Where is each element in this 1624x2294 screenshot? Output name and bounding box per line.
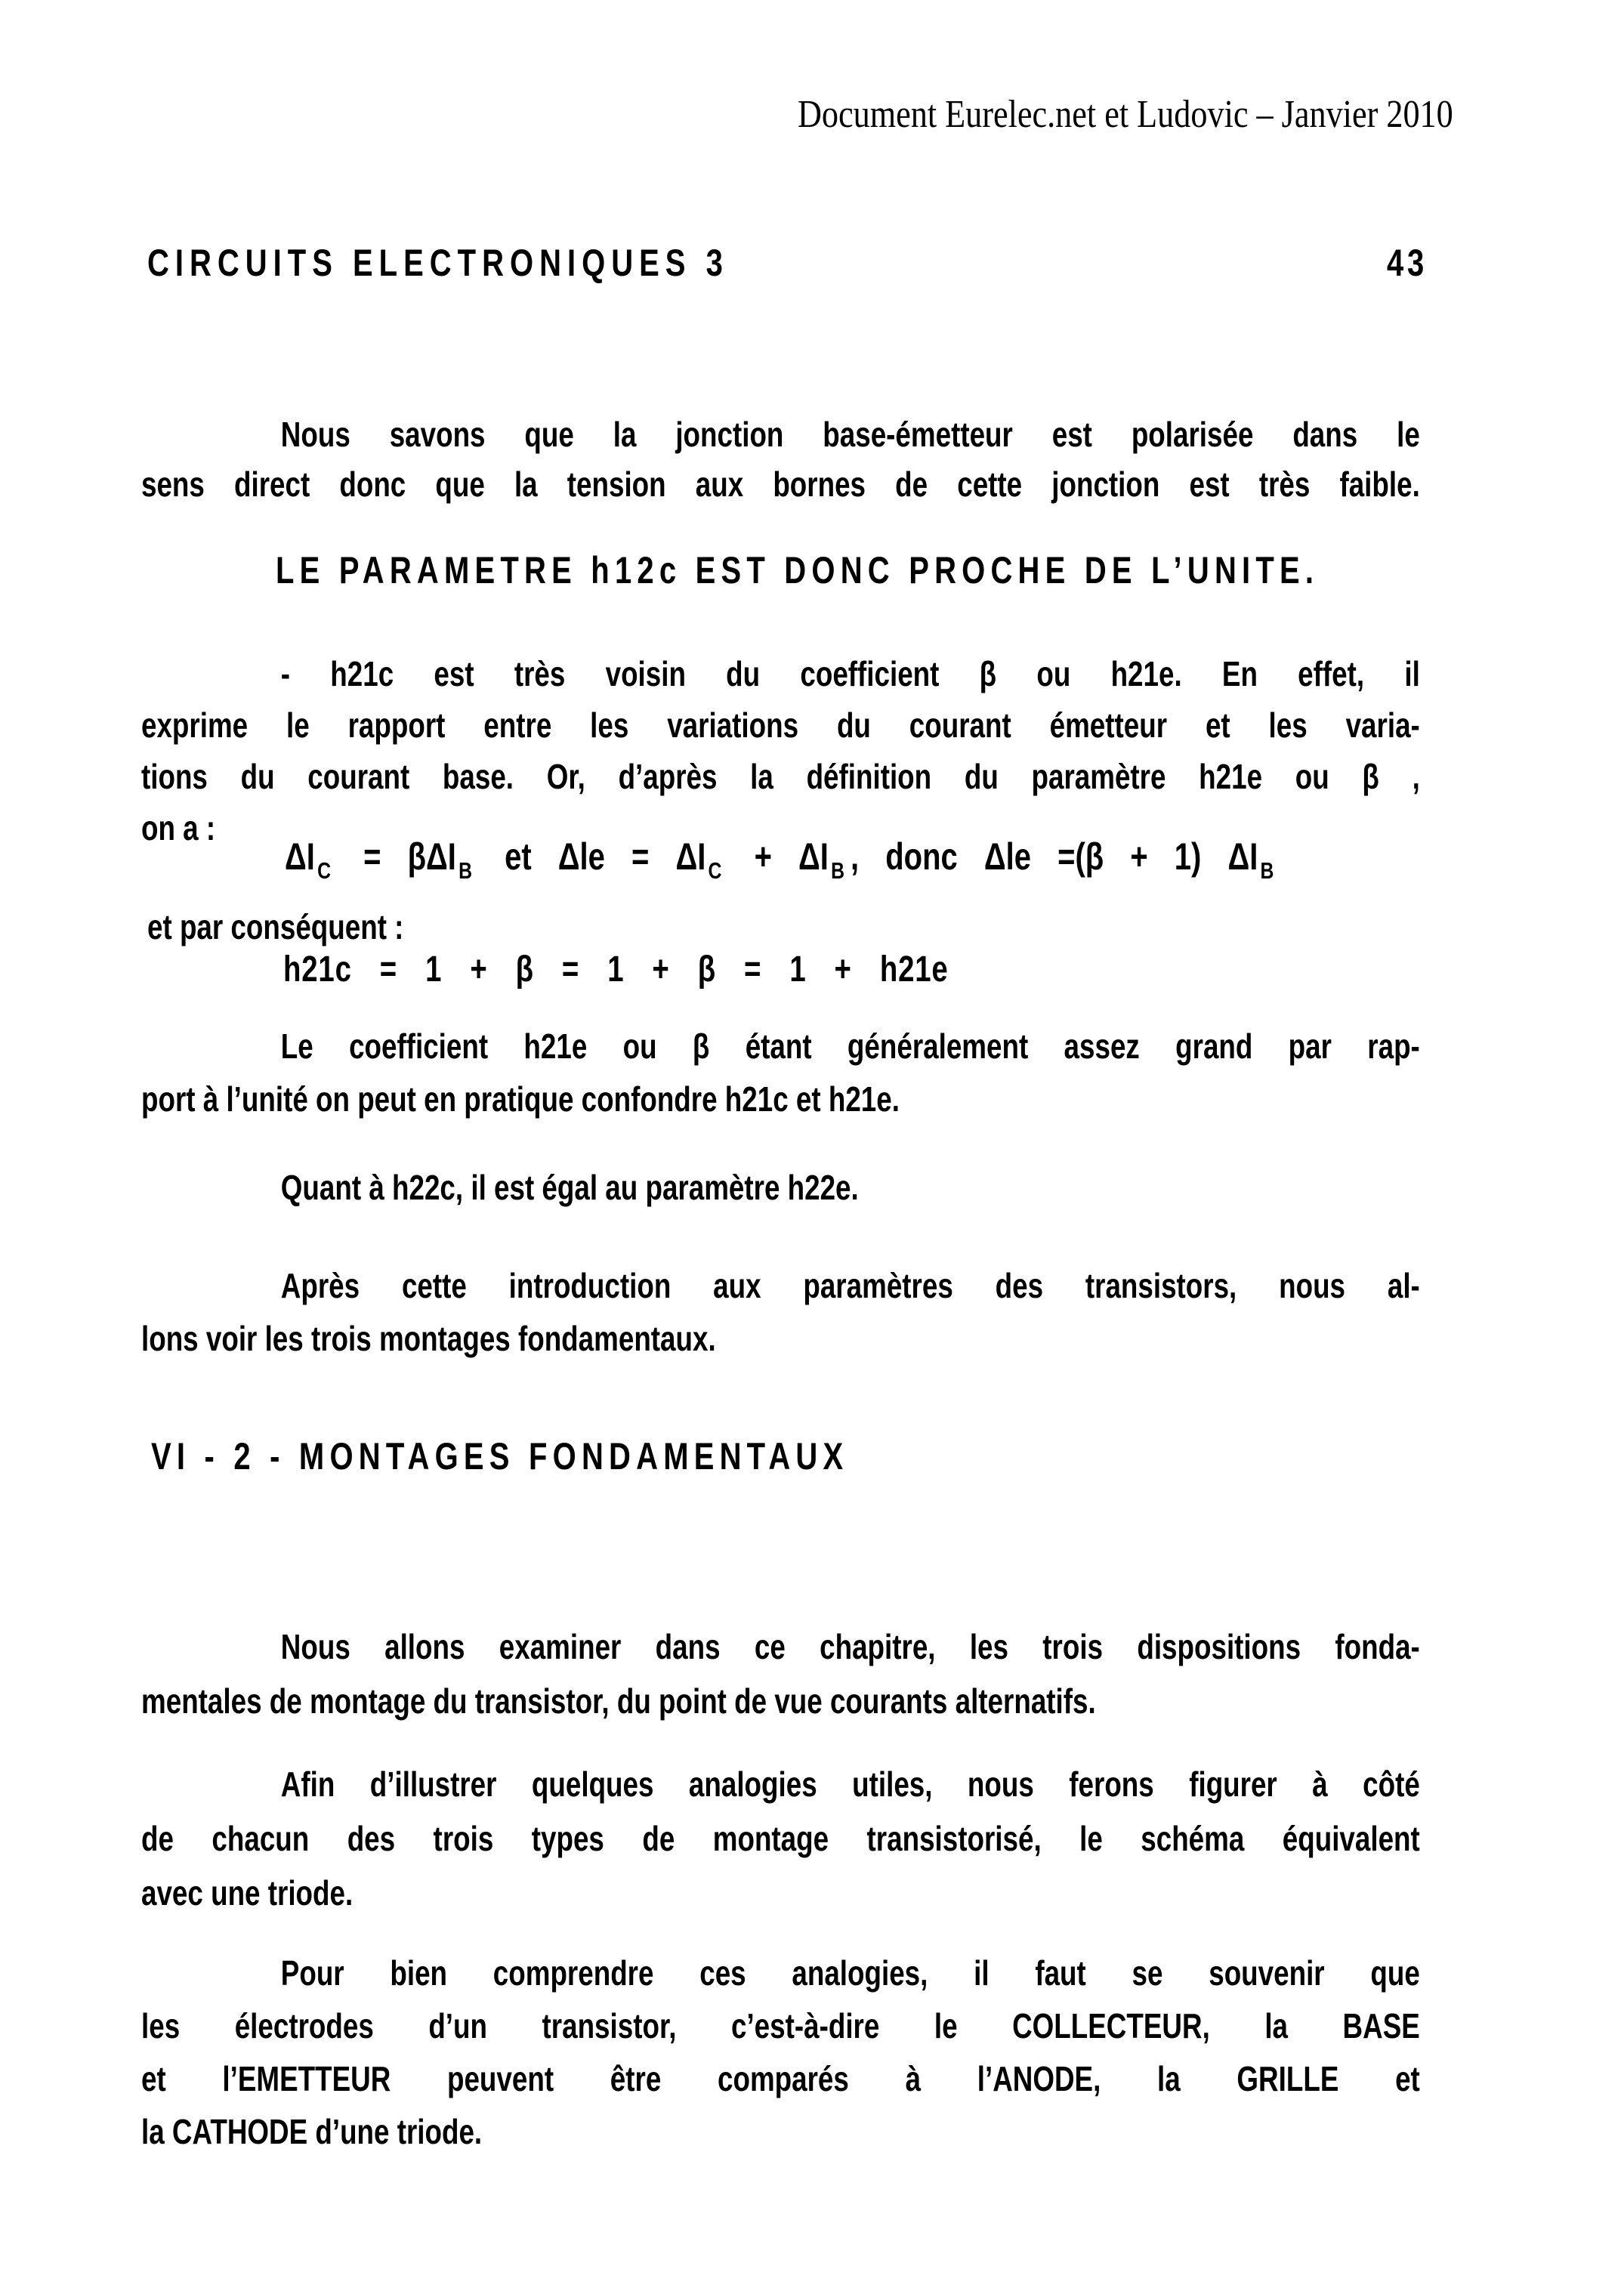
text-line: - h21c est très voisin du coefficient β ou h21e. En effet, il <box>280 654 1420 693</box>
equation-term: et Δle = ΔI <box>477 835 706 878</box>
equation-term: = βΔI <box>336 835 456 878</box>
subscript: B <box>1260 857 1274 885</box>
text-line: tions du courant base. Or, d’après la définition du paramètre h21e ou β , <box>141 757 1420 796</box>
page-number: 43 <box>1387 242 1428 284</box>
text-line: Nous allons examiner dans ce chapitre, les trois dispositions fonda- <box>280 1627 1420 1666</box>
paragraph-electrodes <box>141 1947 1420 2158</box>
paragraph-h22c <box>141 1161 1420 1214</box>
equation-term: + ΔI <box>727 835 829 878</box>
text-line: Après cette introduction aux paramètres des transistors, nous al- <box>280 1266 1420 1305</box>
text-line: avec une triode. <box>141 1873 354 1913</box>
paragraph-introduction <box>141 1259 1420 1365</box>
text-line: port à l’unité on peut en pratique confondre h21c et h21e. <box>141 1079 900 1119</box>
text-line: on a : <box>141 808 216 848</box>
text-line: Nous savons que la jonction base-émetteur est polarisée dans le <box>280 415 1420 454</box>
heading-montages-fondamentaux: VI - 2 - MONTAGES FONDAMENTAUX <box>151 1435 849 1477</box>
text-line: Quant à h22c, il est égal au paramètre h22e. <box>280 1168 859 1207</box>
credit-line: Document Eurelec.net et Ludovic – Janvier 2010 <box>798 93 1453 136</box>
consequent-line: et par conséquent : <box>147 907 404 946</box>
text-line: Afin d’illustrer quelques analogies utiles, nous ferons figurer à côté <box>280 1764 1420 1804</box>
paragraph-coefficient <box>141 1020 1420 1125</box>
text-line: lons voir les trois montages fondamentaux. <box>141 1319 716 1358</box>
equation-term: ΔI <box>285 835 315 878</box>
paragraph-junction <box>141 409 1420 509</box>
text-line: exprime le rapport entre les variations du courant émetteur et les varia- <box>141 705 1420 745</box>
text-line: les électrodes d’un transistor, c’est-à-dire le COLLECTEUR, la BASE <box>141 2006 1420 2045</box>
text-line: Pour bien comprendre ces analogies, il faut se souvenir que <box>280 1953 1420 1993</box>
text-line: et l’EMETTEUR peuvent être comparés à l’ANODE, la GRILLE et <box>141 2059 1420 2098</box>
heading-parametre-h12c: LE PARAMETRE h12c EST DONC PROCHE DE L’UNITE. <box>276 549 1320 591</box>
text-line: la CATHODE d’une triode. <box>141 2112 483 2151</box>
course-title: CIRCUITS ELECTRONIQUES 3 <box>147 242 729 284</box>
paragraph-examiner <box>141 1619 1420 1728</box>
text-line: de chacun des trois types de montage transistorisé, le schéma équivalent <box>141 1819 1420 1858</box>
subscript: B <box>458 857 472 885</box>
text-line: mentales de montage du transistor, du point de vue courants alternatifs. <box>141 1681 1096 1721</box>
subscript: C <box>708 857 722 885</box>
equation-term: , donc Δle =(β + 1) ΔI <box>851 835 1258 878</box>
text-line: sens direct donc que la tension aux bornes de cette jonction est très faible. <box>141 465 1420 504</box>
paragraph-h21c <box>141 648 1420 854</box>
equation-delta-currents <box>285 834 1280 894</box>
subscript: B <box>831 857 845 885</box>
paragraph-analogies <box>141 1757 1420 1920</box>
equation-h21c: h21c = 1 + β = 1 + β = 1 + h21e <box>283 949 949 990</box>
subscript: C <box>317 857 331 885</box>
text-line: Le coefficient h21e ou β étant généralement assez grand par rap- <box>280 1027 1420 1066</box>
